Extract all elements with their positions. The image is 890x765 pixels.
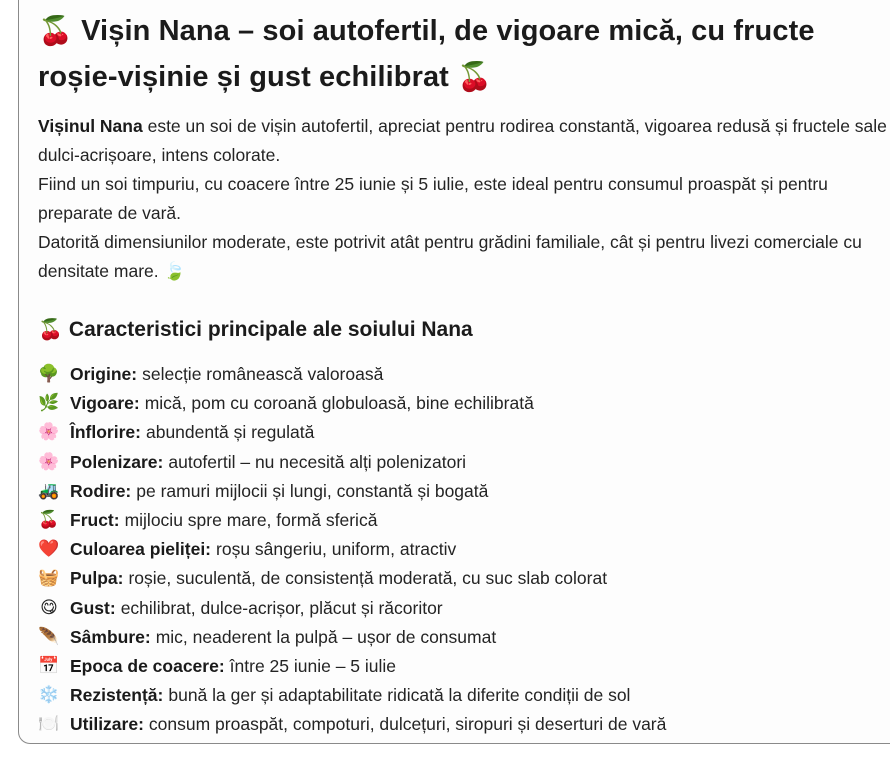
feature-item xyxy=(38,506,890,535)
feature-label: Epoca de coacere: xyxy=(70,656,225,677)
feature-label: Fruct: xyxy=(70,510,120,531)
feature-value: mică, pom cu coroană globuloasă, bine echilibrată xyxy=(144,393,534,414)
cherries-icon: 🍒 xyxy=(38,14,73,47)
feature-item xyxy=(38,710,890,739)
feature-item xyxy=(38,652,890,681)
feature-item xyxy=(38,418,890,447)
feature-value: între 25 iunie – 5 iulie xyxy=(229,656,397,677)
feature-value: bună la ger și adaptabilitate ridicată la diferite condiții de sol xyxy=(168,685,631,706)
message-content xyxy=(38,0,890,740)
feature-label: Vigoare: xyxy=(70,393,140,414)
blossom-icon: 🌸 xyxy=(38,422,60,443)
message-card xyxy=(18,0,890,744)
feature-value: pe ramuri mijlocii și lungi, constantă și bogată xyxy=(136,480,489,501)
page-title xyxy=(38,0,890,100)
feature-label: Origine: xyxy=(70,364,138,384)
feature-label: Pulpa: xyxy=(70,568,124,589)
feature-item xyxy=(38,389,890,418)
calendar-icon: 📅 xyxy=(38,656,60,677)
feature-item xyxy=(38,681,890,710)
intro-paragraph-text: este un soi de vișin autofertil, apreciat pentru rodirea constantă, vigoarea redusă și fructele sale dulci-acrișoare, intens colorate. xyxy=(38,116,887,165)
basket-icon: 🧺 xyxy=(38,568,60,589)
feature-item xyxy=(38,477,890,506)
intro-paragraph xyxy=(38,170,890,228)
feature-label: Sâmbure: xyxy=(70,626,151,647)
intro-text xyxy=(38,112,890,287)
feature-label: Polenizare: xyxy=(70,451,164,472)
feature-label: Culoarea pieliței: xyxy=(70,539,212,560)
blossom-icon: 🌸 xyxy=(38,451,60,472)
intro-paragraph-text: Fiind un soi timpuriu, cu coacere între 25 iunie și 5 iulie, este ideal pentru consumul proaspăt și pentru preparate de vară. xyxy=(38,174,828,223)
feature-value: consum proaspăt, compoturi, dulcețuri, siropuri și deserturi de vară xyxy=(148,714,667,735)
feature-item xyxy=(38,448,890,477)
feature-value: abundentă și regulată xyxy=(145,422,315,443)
page-title-text: Vișin Nana – soi autofertil, de vigoare mică, cu fructe roșie-vișinie și gust echilibrat xyxy=(38,15,815,93)
feature-value: mic, neaderent la pulpă – ușor de consumat xyxy=(155,626,497,647)
feather-icon: 🪶 xyxy=(38,626,60,647)
feature-value: autofertil – nu necesită alți polenizatori xyxy=(168,451,467,472)
feature-value: selecție românească valoroasă xyxy=(142,364,384,384)
plate-cutlery-icon: 🍽️ xyxy=(38,714,60,735)
herb-icon: 🌿 xyxy=(38,393,60,414)
intro-paragraph-text: Datorită dimensiunilor moderate, este potrivit atât pentru grădini familiale, cât și pentru livezi comerciale cu densitate mare. xyxy=(38,232,862,281)
feature-item xyxy=(38,594,890,623)
section-heading-text: Caracteristici principale ale soiului Nana xyxy=(68,318,473,341)
snowflake-icon: ❄️ xyxy=(38,685,60,706)
yum-face-icon: 😋 xyxy=(40,597,58,618)
feature-value: mijlociu spre mare, formă sferică xyxy=(124,510,378,531)
feature-label: Gust: xyxy=(70,597,116,618)
features-list xyxy=(38,360,890,740)
cherries-icon: 🍒 xyxy=(38,317,63,341)
feature-item xyxy=(38,564,890,593)
feature-label: Utilizare: xyxy=(70,714,144,735)
heart-icon: ❤️ xyxy=(38,539,60,560)
intro-paragraph xyxy=(38,112,890,170)
feature-item xyxy=(38,360,890,389)
feature-label: Rodire: xyxy=(70,480,132,501)
feature-item xyxy=(38,623,890,652)
feature-value: roșie, suculentă, de consistență moderată, cu suc slab colorat xyxy=(128,568,608,589)
feature-value: echilibrat, dulce-acrișor, plăcut și răcoritor xyxy=(120,597,443,618)
feature-label: Rezistență: xyxy=(70,685,164,706)
cherries-icon: 🍒 xyxy=(38,510,60,531)
feature-item xyxy=(38,535,890,564)
leaf-icon: 🍃 xyxy=(163,262,186,282)
tree-icon: 🌳 xyxy=(38,364,60,384)
intro-paragraph xyxy=(38,228,890,287)
section-heading xyxy=(38,313,890,346)
cherries-icon: 🍒 xyxy=(457,60,493,93)
tractor-icon: 🚜 xyxy=(38,480,60,501)
variety-name: Vișinul Nana xyxy=(38,116,143,136)
feature-label: Înflorire: xyxy=(70,422,141,443)
feature-value: roșu sângeriu, uniform, atractiv xyxy=(216,539,457,560)
